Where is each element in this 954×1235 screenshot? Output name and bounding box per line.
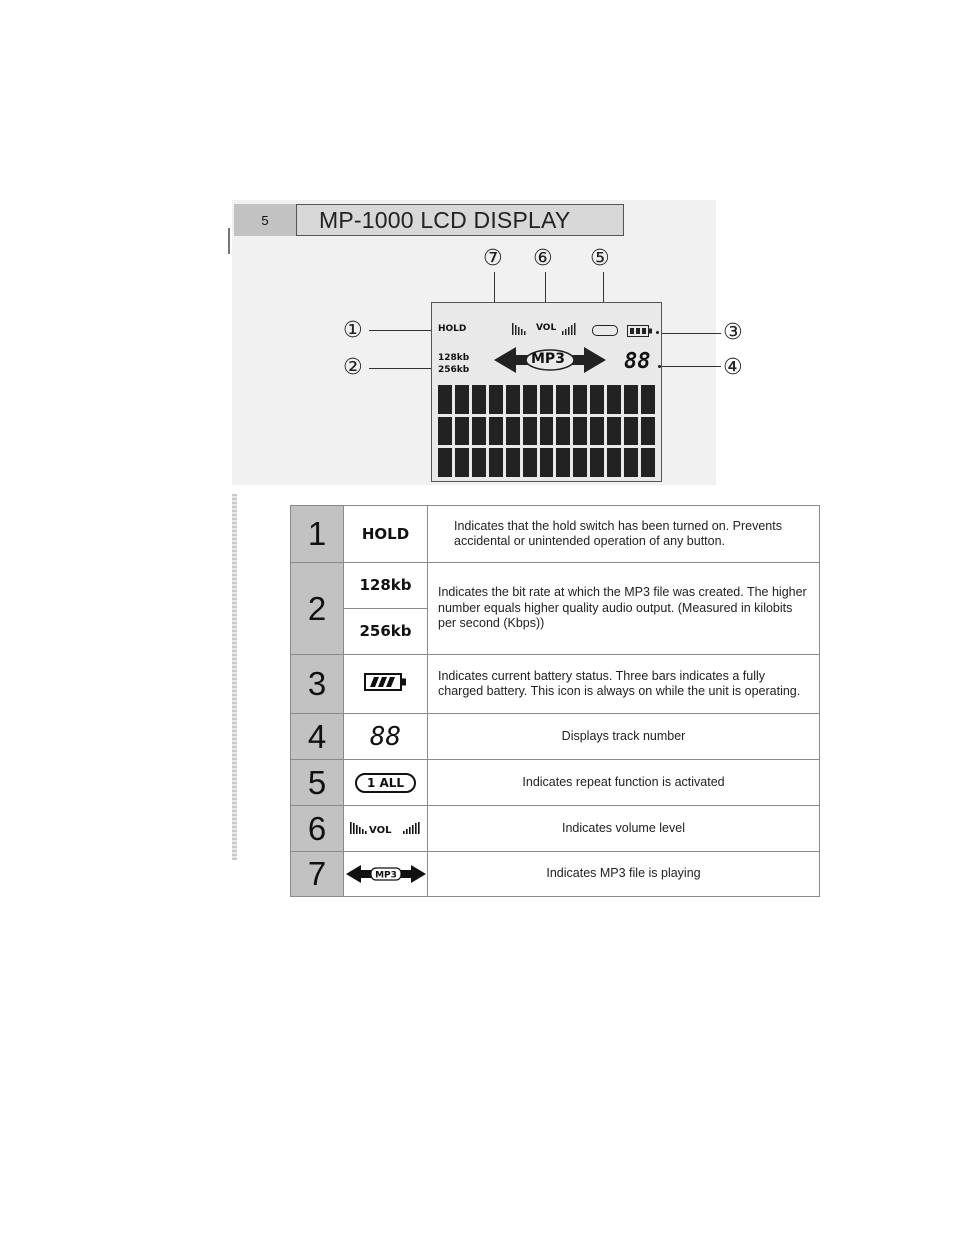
lcd-character-cell <box>472 448 486 477</box>
volume-label: VOL <box>368 825 391 837</box>
lcd-character-cell <box>573 385 587 414</box>
lcd-character-cell <box>523 417 537 446</box>
callout-5: ⑤ <box>590 246 610 271</box>
table-row <box>291 806 820 852</box>
callout-3: ③ <box>723 320 743 345</box>
hold-icon: HOLD <box>361 524 410 543</box>
row-number: 3 <box>291 655 344 714</box>
row-description: Indicates MP3 file is playing <box>428 852 820 897</box>
lcd-character-cell <box>590 385 604 414</box>
lcd-character-matrix <box>438 385 655 477</box>
lcd-character-cell <box>438 448 452 477</box>
bitrate-128-icon: 128kb <box>359 576 412 594</box>
lcd-character-cell <box>624 385 638 414</box>
row-description: Indicates repeat function is activated <box>428 760 820 806</box>
lcd-dot <box>656 331 659 334</box>
lcd-character-cell <box>455 385 469 414</box>
row-description: Indicates current battery status. Three bars indicates a fully charged battery. This icon is always on while the unit is operating. <box>428 655 820 714</box>
repeat-icon: 1 ALL <box>355 773 416 793</box>
row-number: 1 <box>291 506 344 563</box>
lcd-dot <box>658 365 661 368</box>
margin-mark <box>228 228 230 254</box>
bitrate-256-cell <box>344 609 428 655</box>
lcd-bitrate-128: 128kb <box>438 353 470 363</box>
callout-4: ④ <box>723 355 743 380</box>
lcd-character-cell <box>590 417 604 446</box>
page-number: 5 <box>234 204 296 236</box>
callout-2: ② <box>343 355 363 380</box>
lcd-character-cell <box>641 385 655 414</box>
row-number: 7 <box>291 852 344 897</box>
lcd-bitrate-256: 256kb <box>438 365 470 375</box>
lcd-character-cell <box>438 417 452 446</box>
lcd-vol-label: VOL <box>536 323 557 333</box>
lcd-display <box>431 302 662 482</box>
lcd-character-cell <box>624 448 638 477</box>
lcd-battery-icon <box>627 325 653 337</box>
margin-mark <box>232 494 237 860</box>
lcd-character-cell <box>540 385 554 414</box>
lcd-character-cell <box>607 417 621 446</box>
track-number-icon: 88 <box>369 721 402 752</box>
mp3-play-icon <box>345 863 427 885</box>
table-row <box>291 852 820 897</box>
lcd-character-cell <box>438 385 452 414</box>
leader-line-1 <box>369 330 437 331</box>
track-number-cell <box>344 714 428 760</box>
battery-cell <box>344 655 428 714</box>
lcd-character-cell <box>472 385 486 414</box>
row-number: 6 <box>291 806 344 852</box>
lcd-character-cell <box>523 448 537 477</box>
lcd-character-cell <box>506 448 520 477</box>
leader-line-4 <box>661 366 721 367</box>
volume-icon <box>348 820 424 836</box>
table-row <box>291 655 820 714</box>
callout-7: ⑦ <box>483 246 503 271</box>
hold-icon-cell <box>344 506 428 563</box>
lcd-character-cell <box>455 448 469 477</box>
lcd-character-cell <box>624 417 638 446</box>
table-row <box>291 714 820 760</box>
leader-line-3 <box>659 333 721 334</box>
callout-1: ① <box>343 318 363 343</box>
lcd-character-cell <box>489 448 503 477</box>
lcd-character-cell <box>590 448 604 477</box>
lcd-character-cell <box>472 417 486 446</box>
table-row <box>291 506 820 563</box>
table-row <box>291 760 820 806</box>
row-number: 2 <box>291 563 344 655</box>
lcd-character-cell <box>641 448 655 477</box>
lcd-repeat-icon <box>592 325 618 336</box>
bitrate-128-cell <box>344 563 428 609</box>
lcd-character-cell <box>607 385 621 414</box>
volume-cell <box>344 806 428 852</box>
lcd-track-number: 88 <box>624 349 651 374</box>
row-description: Indicates volume level <box>428 806 820 852</box>
lcd-character-cell <box>506 385 520 414</box>
lcd-character-cell <box>489 385 503 414</box>
row-description: Displays track number <box>428 714 820 760</box>
battery-icon <box>363 671 409 693</box>
lcd-character-cell <box>489 417 503 446</box>
row-number: 5 <box>291 760 344 806</box>
lcd-character-cell <box>556 385 570 414</box>
repeat-cell <box>344 760 428 806</box>
leader-line-2 <box>369 368 437 369</box>
row-description: Indicates the bit rate at which the MP3 file was created. The higher number equals higher quality audio output. (Measured in kilobits per second (Kbps)) <box>428 563 820 655</box>
lcd-character-cell <box>556 417 570 446</box>
lcd-character-cell <box>506 417 520 446</box>
bitrate-256-icon: 256kb <box>359 622 412 640</box>
lcd-character-cell <box>641 417 655 446</box>
mp3-cell <box>344 852 428 897</box>
lcd-mp3-label: MP3 <box>531 351 565 367</box>
page-title: MP-1000 LCD DISPLAY <box>296 204 624 236</box>
table-row <box>291 563 820 609</box>
lcd-character-cell <box>573 448 587 477</box>
mp3-label: MP3 <box>374 870 397 881</box>
row-description: Indicates that the hold switch has been turned on. Prevents accidental or unintended operation of any button. <box>428 506 820 563</box>
lcd-character-cell <box>540 448 554 477</box>
lcd-character-cell <box>573 417 587 446</box>
lcd-character-cell <box>607 448 621 477</box>
lcd-character-cell <box>455 417 469 446</box>
callout-6: ⑥ <box>533 246 553 271</box>
lcd-character-cell <box>523 385 537 414</box>
legend-table <box>290 505 820 897</box>
lcd-character-cell <box>540 417 554 446</box>
lcd-character-cell <box>556 448 570 477</box>
row-number: 4 <box>291 714 344 760</box>
lcd-hold-indicator: HOLD <box>438 324 467 334</box>
